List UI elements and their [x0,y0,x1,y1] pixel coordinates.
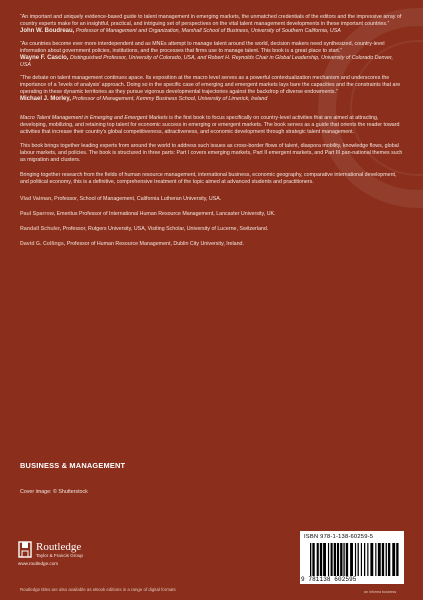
barcode-bar [382,543,384,576]
barcode-bar [334,543,336,576]
editor-name: Paul Sparrow, [20,210,56,217]
barcode-bar [364,543,365,576]
barcode-bar [370,543,373,576]
description-paragraph-3: Bringing together research from the fields of human resource management, international business, economic geography, comparative international development, and political economy, this is a definitive, comprehensive treatment of the topic aimed at advanced students and practitioners. [20,172,397,186]
barcode-bar [346,543,348,576]
barcode-bar [355,543,356,576]
cover-text [20,14,405,256]
barcode-bar [392,543,395,576]
endorsement-quote: “An important and uniquely evidence-based guide to talent management in emerging markets, the unmatched credentials of the editors and the impressive array of country experts make for an insightful, practical, and intriguing set of perspectives on the vital talent management developments in these important countries.” [20,14,402,27]
endorser-name: Wayne F. Cascio, [20,55,69,62]
barcode-bar [331,543,333,576]
barcode-bar [317,543,319,576]
endorsement-quote: “As countries become ever more interdependent and as MNEs attempt to manage talent around the world, decision makers need synthesized, country-level information about government policies, institutions, and the processes that firms use to manage talent. This book is a great place to start.” [20,41,385,55]
barcode-bar [396,543,398,576]
editor-list [20,196,405,248]
subject-category: BUSINESS & MANAGEMENT [20,461,126,470]
barcode-bar [386,543,387,576]
barcode-bar [328,543,329,576]
isbn-number: ISBN 978-1-138-60259-5 [304,534,374,540]
informa-imprint: an informa business [364,590,397,594]
description-paragraph-2: This book brings together leading experts from around the world to address such issues as cross-border flows of talent, diaspora mobility, knowledge flows, global labour markets, and policies. The book is structured in three parts: Part I covers emerging markets, Part II emergent markets, and Part III pan-national themes such as migration and clusters. [20,143,403,164]
endorser-name: Michael J. Morley, [20,96,71,103]
barcode-bar [361,543,362,576]
editor-item: David G. Collings, Professor of Human Resource Management, Dublin City University, Ireland. [20,240,244,247]
endorser-affiliation: Distinguished Professor, University of Colorado, USA, and Robert H. Reynolds Chair in Global Leadership, University of Colorado Denver, USA [20,55,393,68]
barcode-bar [320,543,322,576]
editor-name: Randall Schuler, [20,225,62,232]
barcode-bar [375,543,376,576]
book-title: Macro Talent Management in Emerging and Emergent Markets [20,114,168,121]
endorsement-3 [20,75,405,102]
publisher-name: Routledge [36,540,82,553]
editor-item: Randall Schuler, Professor, Rutgers University, USA, Visiting Scholar, University of Lucerne, Switzerland. [20,225,269,232]
endorsement-quote: “The debate on talent management continues apace. Its exposition at the macro level serves as a powerful contextualization mechanism and underscores the importance of a ‘levels of analysis’ approach. Doing so in the specific case of emerging and emergent markets lays bare the capacities and the constraints that are operating in these dynamic territories as they pursue vigorous developmental trajectories against the backdrop of diverse endowments.” [20,75,401,96]
barcode-bar [310,543,311,576]
editor-name: Vlad Vaiman, [20,195,53,202]
editor-name: David G. Collings, [20,240,66,247]
endorsement-2 [20,41,405,68]
barcode-bar [350,543,353,576]
barcode-bar [388,543,390,576]
editor-item: Paul Sparrow, Emeritus Professor of International Human Resource Management, Lancaster University, UK. [20,210,276,217]
barcode-bars [310,543,400,576]
ebook-note: Routledge titles are also available as eBook editions in a range of digital formats [20,587,176,592]
publisher-group: Taylor & Francis Group [36,552,83,558]
endorser-affiliation: Professor of Management and Organization, Marshall School of Business, University of Southern California, USA [75,27,341,34]
barcode-bar [343,543,344,576]
publisher-logo [18,541,158,566]
editor-item: Vlad Vaiman, Professor, School of Management, California Lutheran University, USA. [20,195,222,202]
barcode-bar [367,543,368,576]
barcode-digits: 9 781138 602595 [301,576,357,583]
barcode-bar [340,543,342,576]
endorser-affiliation: Professor of Management, Kemmy Business School, University of Limerick, Ireland [72,96,268,103]
barcode-bar [378,543,381,576]
endorsement-1 [20,14,405,34]
routledge-logo-icon [18,541,32,558]
barcode-bar [358,543,359,576]
endorser-name: John W. Boudreau, [20,27,75,34]
publisher-url[interactable]: www.routledge.com [18,561,59,566]
description-paragraph-1: Macro Talent Management in Emerging and Emergent Markets is the first book to focus specifically on country-level activities that are aimed at attracting, developing, mobilizing, and retaining top talent for economic success in emerging or emergent markets. The book serves as a guide that orients the reader toward activities that increase their country’s global competitiveness, attractiveness, and economic development through strategic talent management. [20,114,400,135]
barcode-bar [323,543,326,576]
isbn-barcode [300,531,404,584]
cover-image-credit: Cover image: © Shutterstock [20,489,88,495]
barcode-bar [312,543,314,576]
barcode-bar [337,543,339,576]
